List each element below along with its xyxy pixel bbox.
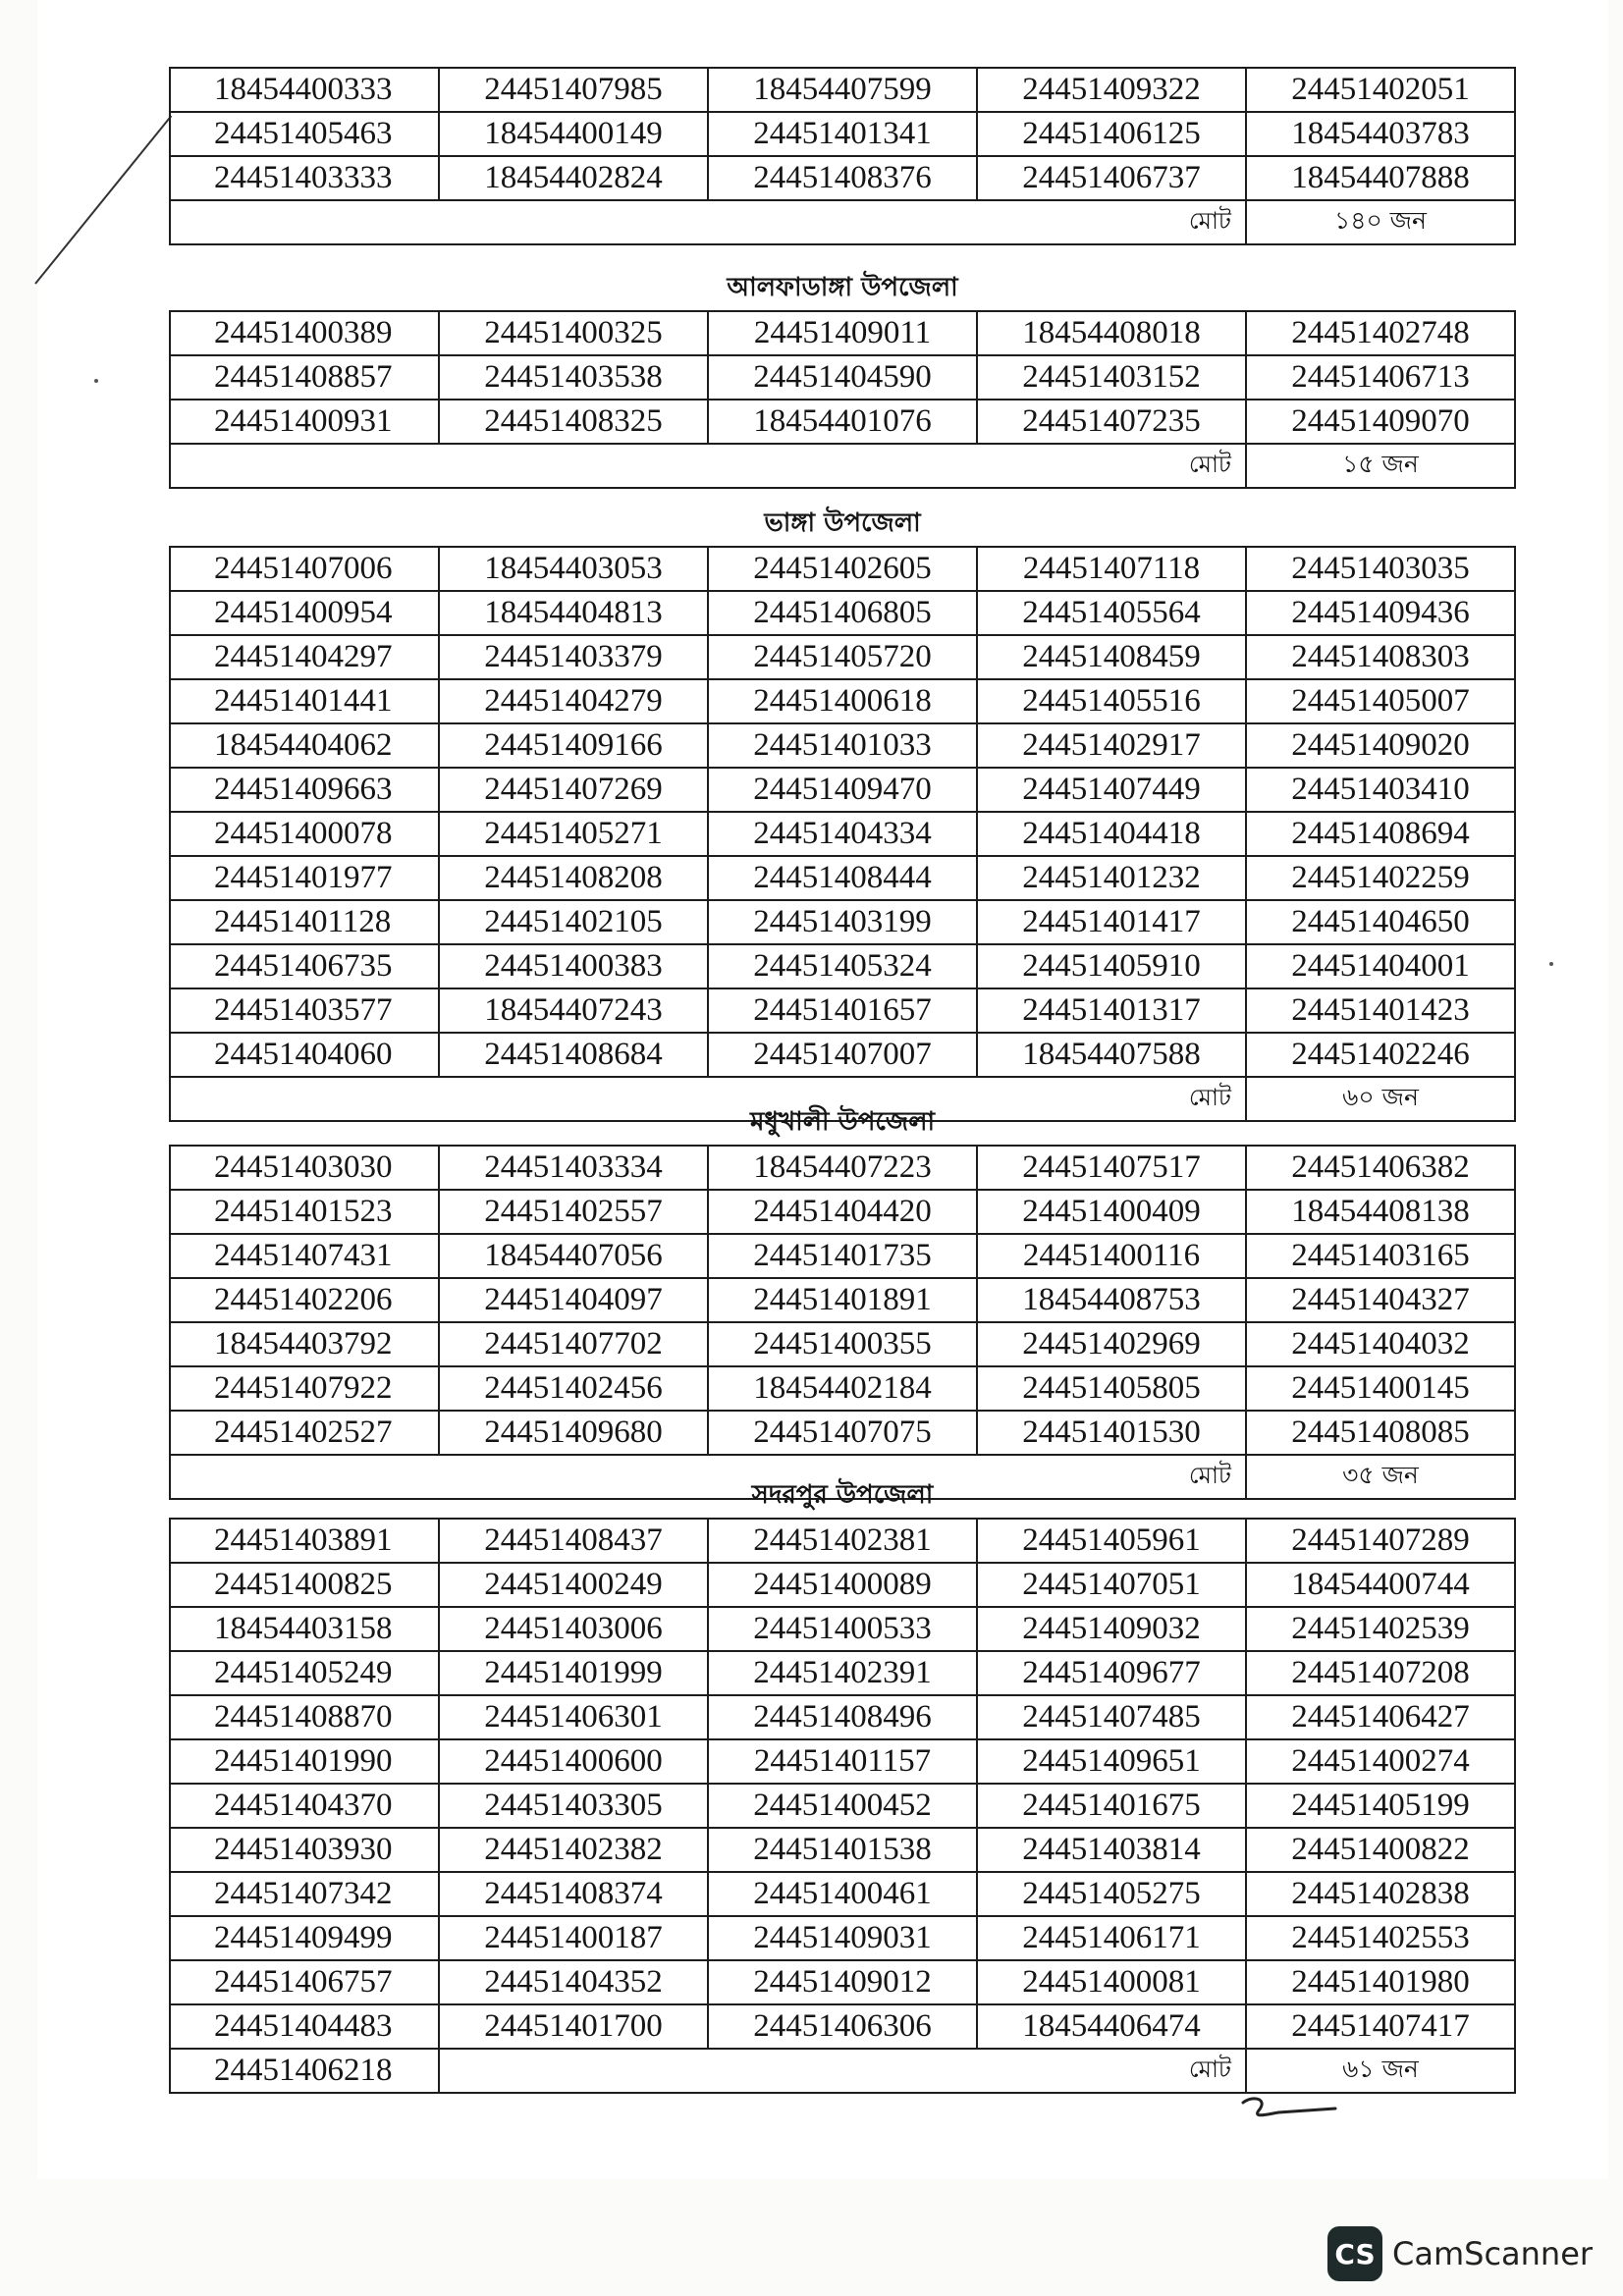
roll-number-cell: 24451408437	[439, 1519, 708, 1563]
roll-number-cell: 24451405249	[170, 1651, 439, 1695]
roll-number-cell: 24451406301	[439, 1695, 708, 1739]
roll-number-cell: 24451401341	[708, 112, 977, 156]
roll-number-cell: 24451404060	[170, 1033, 439, 1077]
table-row	[170, 1960, 1515, 2004]
roll-number-cell: 24451404650	[1246, 900, 1515, 944]
section-title: মধুখালী উপজেলা	[749, 1107, 935, 1137]
total-row	[170, 2049, 1515, 2093]
roll-number-cell: 24451403577	[170, 988, 439, 1033]
roll-number-cell: 24451405805	[977, 1366, 1246, 1411]
table-row	[170, 1695, 1515, 1739]
roll-number-cell: 24451403165	[1246, 1234, 1515, 1278]
roll-number-cell: 24451407702	[439, 1322, 708, 1366]
roll-number-cell: 24451401128	[170, 900, 439, 944]
roll-number-cell: 24451402105	[439, 900, 708, 944]
roll-number-cell: 24451406218	[170, 2049, 439, 2093]
section-bhanga	[169, 501, 1516, 1122]
roll-number-cell: 24451407051	[977, 1563, 1246, 1607]
roll-number-cell: 18454401076	[708, 400, 977, 444]
roll-number-cell: 24451405961	[977, 1519, 1246, 1563]
roll-number-cell: 18454403053	[439, 547, 708, 591]
roll-number-cell: 24451407289	[1246, 1519, 1515, 1563]
roll-number-cell: 24451401417	[977, 900, 1246, 944]
roll-number-cell: 24451402391	[708, 1651, 977, 1695]
roll-number-cell: 24451400533	[708, 1607, 977, 1651]
roll-number-cell: 24451402557	[439, 1190, 708, 1234]
section-title: আলফাডাঙ্গা উপজেলা	[727, 273, 958, 302]
roll-number-cell: 24451408325	[439, 400, 708, 444]
roll-number-cell: 24451403379	[439, 635, 708, 679]
roll-number-cell: 24451400078	[170, 812, 439, 856]
roll-number-cell: 24451407417	[1246, 2004, 1515, 2049]
table-row	[170, 355, 1515, 400]
roll-number-table	[169, 1145, 1516, 1500]
roll-number-cell: 24451403035	[1246, 547, 1515, 591]
roll-number-cell: 18454400744	[1246, 1563, 1515, 1607]
roll-number-cell: 24451402259	[1246, 856, 1515, 900]
roll-number-cell: 24451400825	[170, 1563, 439, 1607]
roll-number-cell: 24451401735	[708, 1234, 977, 1278]
roll-number-cell: 24451401530	[977, 1411, 1246, 1455]
roll-number-cell: 24451403006	[439, 1607, 708, 1651]
roll-number-cell: 24451407006	[170, 547, 439, 591]
table-row	[170, 68, 1515, 112]
roll-number-cell: 24451402539	[1246, 1607, 1515, 1651]
roll-number-cell: 18454408138	[1246, 1190, 1515, 1234]
table-row	[170, 1322, 1515, 1366]
roll-number-table	[169, 1518, 1516, 2094]
roll-number-cell: 24451401538	[708, 1828, 977, 1872]
roll-number-cell: 24451407985	[439, 68, 708, 112]
roll-number-cell: 24451409070	[1246, 400, 1515, 444]
roll-number-cell: 24451402051	[1246, 68, 1515, 112]
roll-number-cell: 24451400355	[708, 1322, 977, 1366]
table-row	[170, 988, 1515, 1033]
roll-number-cell: 24451407922	[170, 1366, 439, 1411]
section-top	[169, 67, 1516, 245]
roll-number-cell: 24451401891	[708, 1278, 977, 1322]
roll-number-cell: 24451409166	[439, 723, 708, 768]
roll-number-cell: 24451404327	[1246, 1278, 1515, 1322]
roll-number-cell: 24451407269	[439, 768, 708, 812]
table-row	[170, 1739, 1515, 1784]
camscanner-label: CamScanner	[1392, 2235, 1594, 2272]
roll-number-cell: 24451400187	[439, 1916, 708, 1960]
roll-number-cell: 18454407056	[439, 1234, 708, 1278]
roll-number-cell: 24451408496	[708, 1695, 977, 1739]
roll-number-cell: 24451400325	[439, 311, 708, 355]
roll-number-cell: 18454402824	[439, 156, 708, 200]
roll-number-cell: 24451406382	[1246, 1146, 1515, 1190]
roll-number-cell: 18454402184	[708, 1366, 977, 1411]
roll-number-cell: 24451408303	[1246, 635, 1515, 679]
roll-number-table	[169, 67, 1516, 245]
roll-number-cell: 24451401657	[708, 988, 977, 1033]
roll-number-cell: 24451404590	[708, 355, 977, 400]
roll-number-cell: 24451402748	[1246, 311, 1515, 355]
total-label: মোট	[170, 1455, 1246, 1499]
table-row	[170, 679, 1515, 723]
table-row	[170, 900, 1515, 944]
roll-number-cell: 24451402246	[1246, 1033, 1515, 1077]
section-madhukhali	[169, 1099, 1516, 1500]
roll-number-cell: 24451408444	[708, 856, 977, 900]
roll-number-cell: 24451405463	[170, 112, 439, 156]
roll-number-cell: 24451401441	[170, 679, 439, 723]
roll-number-cell: 24451408208	[439, 856, 708, 900]
roll-number-cell: 24451407007	[708, 1033, 977, 1077]
roll-number-cell: 24451401317	[977, 988, 1246, 1033]
roll-number-cell: 24451403891	[170, 1519, 439, 1563]
roll-number-cell: 24451400081	[977, 1960, 1246, 2004]
table-row	[170, 723, 1515, 768]
roll-number-cell: 24451400274	[1246, 1739, 1515, 1784]
roll-number-cell: 24451409663	[170, 768, 439, 812]
table-row	[170, 311, 1515, 355]
total-label: মোট	[170, 1077, 1246, 1121]
total-label: মোট	[439, 2049, 1246, 2093]
roll-number-cell: 24451400383	[439, 944, 708, 988]
roll-number-cell: 18454400149	[439, 112, 708, 156]
total-count: ১৫ জন	[1246, 444, 1515, 488]
total-count: ৩৫ জন	[1246, 1455, 1515, 1499]
roll-number-cell: 24451408376	[708, 156, 977, 200]
roll-number-cell: 24451406757	[170, 1960, 439, 2004]
table-row	[170, 635, 1515, 679]
roll-number-cell: 24451406125	[977, 112, 1246, 156]
table-row	[170, 1519, 1515, 1563]
roll-number-cell: 24451404483	[170, 2004, 439, 2049]
roll-number-cell: 24451406713	[1246, 355, 1515, 400]
roll-number-cell: 24451404001	[1246, 944, 1515, 988]
table-row	[170, 400, 1515, 444]
roll-number-cell: 24451401675	[977, 1784, 1246, 1828]
roll-number-cell: 24451407485	[977, 1695, 1246, 1739]
section-sadarpur	[169, 1472, 1516, 2094]
table-row	[170, 547, 1515, 591]
roll-number-cell: 18454403792	[170, 1322, 439, 1366]
roll-number-cell: 24451402969	[977, 1322, 1246, 1366]
roll-number-cell: 24451407118	[977, 547, 1246, 591]
roll-number-cell: 24451402456	[439, 1366, 708, 1411]
roll-number-cell: 24451405910	[977, 944, 1246, 988]
table-row	[170, 1607, 1515, 1651]
total-count: ১৪০ জন	[1246, 200, 1515, 244]
roll-number-cell: 24451400389	[170, 311, 439, 355]
roll-number-cell: 24451407075	[708, 1411, 977, 1455]
roll-number-cell: 24451401423	[1246, 988, 1515, 1033]
table-row	[170, 1563, 1515, 1607]
roll-number-cell: 24451403152	[977, 355, 1246, 400]
roll-number-cell: 24451406427	[1246, 1695, 1515, 1739]
roll-number-cell: 24451407431	[170, 1234, 439, 1278]
roll-number-cell: 24451401990	[170, 1739, 439, 1784]
table-row	[170, 768, 1515, 812]
roll-number-cell: 18454408753	[977, 1278, 1246, 1322]
roll-number-cell: 24451408857	[170, 355, 439, 400]
table-row	[170, 1033, 1515, 1077]
roll-number-cell: 24451402527	[170, 1411, 439, 1455]
camscanner-logo-icon: CS	[1327, 2226, 1382, 2281]
roll-number-cell: 24451409012	[708, 1960, 977, 2004]
roll-number-cell: 24451400089	[708, 1563, 977, 1607]
roll-number-cell: 24451404032	[1246, 1322, 1515, 1366]
table-row	[170, 156, 1515, 200]
roll-number-cell: 24451401232	[977, 856, 1246, 900]
roll-number-cell: 24451407517	[977, 1146, 1246, 1190]
roll-number-cell: 24451405564	[977, 591, 1246, 635]
table-row	[170, 1146, 1515, 1190]
roll-number-cell: 24451403030	[170, 1146, 439, 1190]
roll-number-cell: 24451407342	[170, 1872, 439, 1916]
roll-number-cell: 24451408684	[439, 1033, 708, 1077]
roll-number-cell: 24451409651	[977, 1739, 1246, 1784]
roll-number-cell: 24451409499	[170, 1916, 439, 1960]
roll-number-cell: 24451406737	[977, 156, 1246, 200]
roll-number-cell: 18454407599	[708, 68, 977, 112]
roll-number-cell: 24451407208	[1246, 1651, 1515, 1695]
roll-number-cell: 24451405271	[439, 812, 708, 856]
roll-number-cell: 24451408085	[1246, 1411, 1515, 1455]
roll-number-cell: 24451403538	[439, 355, 708, 400]
roll-number-table	[169, 310, 1516, 489]
roll-number-cell: 24451401157	[708, 1739, 977, 1784]
roll-number-cell: 24451400618	[708, 679, 977, 723]
roll-number-cell: 24451406171	[977, 1916, 1246, 1960]
roll-number-cell: 24451404334	[708, 812, 977, 856]
table-row	[170, 1190, 1515, 1234]
roll-number-cell: 24451404352	[439, 1960, 708, 2004]
roll-number-cell: 24451408694	[1246, 812, 1515, 856]
roll-number-cell: 24451401999	[439, 1651, 708, 1695]
roll-number-cell: 24451400954	[170, 591, 439, 635]
roll-number-cell: 24451404097	[439, 1278, 708, 1322]
roll-number-cell: 24451400452	[708, 1784, 977, 1828]
roll-number-cell: 18454407223	[708, 1146, 977, 1190]
roll-number-cell: 24451400600	[439, 1739, 708, 1784]
roll-number-cell: 24451402381	[708, 1519, 977, 1563]
roll-number-cell: 24451406306	[708, 2004, 977, 2049]
total-row	[170, 200, 1515, 244]
scan-speck	[1549, 962, 1553, 966]
roll-number-cell: 18454403158	[170, 1607, 439, 1651]
roll-number-cell: 24451400822	[1246, 1828, 1515, 1872]
roll-number-cell: 24451405199	[1246, 1784, 1515, 1828]
roll-number-cell: 24451400931	[170, 400, 439, 444]
roll-number-cell: 18454408018	[977, 311, 1246, 355]
roll-number-cell: 24451407449	[977, 768, 1246, 812]
roll-number-cell: 24451400249	[439, 1563, 708, 1607]
roll-number-cell: 24451400461	[708, 1872, 977, 1916]
table-row	[170, 944, 1515, 988]
roll-number-cell: 24451401523	[170, 1190, 439, 1234]
roll-number-cell: 24451402553	[1246, 1916, 1515, 1960]
table-row	[170, 1278, 1515, 1322]
total-row	[170, 444, 1515, 488]
roll-number-cell: 18454407588	[977, 1033, 1246, 1077]
roll-number-cell: 24451405007	[1246, 679, 1515, 723]
roll-number-cell: 18454406474	[977, 2004, 1246, 2049]
roll-number-cell: 24451404418	[977, 812, 1246, 856]
roll-number-cell: 24451404420	[708, 1190, 977, 1234]
roll-number-cell: 24451409032	[977, 1607, 1246, 1651]
section-title: ভাঙ্গা উপজেলা	[764, 508, 921, 538]
table-row	[170, 1234, 1515, 1278]
table-row	[170, 1828, 1515, 1872]
total-count: ৬১ জন	[1246, 2049, 1515, 2093]
roll-number-cell: 24451404370	[170, 1784, 439, 1828]
roll-number-cell: 24451409031	[708, 1916, 977, 1960]
roll-number-cell: 24451403410	[1246, 768, 1515, 812]
roll-number-cell: 24451400116	[977, 1234, 1246, 1278]
roll-number-cell: 24451409322	[977, 68, 1246, 112]
roll-number-cell: 24451401980	[1246, 1960, 1515, 2004]
section-alfadanga	[169, 265, 1516, 489]
roll-number-cell: 24451401977	[170, 856, 439, 900]
roll-number-cell: 24451403334	[439, 1146, 708, 1190]
roll-number-cell: 24451401033	[708, 723, 977, 768]
roll-number-cell: 24451408459	[977, 635, 1246, 679]
roll-number-cell: 18454403783	[1246, 112, 1515, 156]
roll-number-cell: 24451409011	[708, 311, 977, 355]
roll-number-cell: 24451409436	[1246, 591, 1515, 635]
scan-speck	[94, 379, 98, 383]
roll-number-cell: 24451408870	[170, 1695, 439, 1739]
roll-number-cell: 24451406805	[708, 591, 977, 635]
table-row	[170, 1872, 1515, 1916]
total-count: ৬০ জন	[1246, 1077, 1515, 1121]
table-row	[170, 812, 1515, 856]
roll-number-cell: 24451409470	[708, 768, 977, 812]
roll-number-cell: 24451402838	[1246, 1872, 1515, 1916]
table-row	[170, 1411, 1515, 1455]
roll-number-cell: 18454400333	[170, 68, 439, 112]
roll-number-cell: 24451405324	[708, 944, 977, 988]
table-row	[170, 112, 1515, 156]
roll-number-cell: 24451402605	[708, 547, 977, 591]
table-row	[170, 1366, 1515, 1411]
roll-number-cell: 24451409680	[439, 1411, 708, 1455]
roll-number-cell: 24451403814	[977, 1828, 1246, 1872]
roll-number-cell: 24451403305	[439, 1784, 708, 1828]
roll-number-cell: 24451404297	[170, 635, 439, 679]
roll-number-cell: 18454404062	[170, 723, 439, 768]
roll-number-cell: 24451400145	[1246, 1366, 1515, 1411]
camscanner-watermark	[1327, 2226, 1593, 2281]
roll-number-cell: 24451409020	[1246, 723, 1515, 768]
table-row	[170, 856, 1515, 900]
roll-number-cell: 24451403199	[708, 900, 977, 944]
table-row	[170, 591, 1515, 635]
roll-number-cell: 18454404813	[439, 591, 708, 635]
roll-number-cell: 24451405720	[708, 635, 977, 679]
roll-number-cell: 24451400409	[977, 1190, 1246, 1234]
total-label: মোট	[170, 444, 1246, 488]
roll-number-cell: 24451402917	[977, 723, 1246, 768]
roll-number-cell: 24451403333	[170, 156, 439, 200]
roll-number-table	[169, 546, 1516, 1122]
roll-number-cell: 24451409677	[977, 1651, 1246, 1695]
roll-number-cell: 24451408374	[439, 1872, 708, 1916]
roll-number-cell: 18454407243	[439, 988, 708, 1033]
table-row	[170, 1651, 1515, 1695]
table-row	[170, 1784, 1515, 1828]
total-label: মোট	[170, 200, 1246, 244]
roll-number-cell: 24451405275	[977, 1872, 1246, 1916]
table-row	[170, 1916, 1515, 1960]
roll-number-cell: 18454407888	[1246, 156, 1515, 200]
signature-initial	[1239, 2091, 1337, 2130]
roll-number-cell: 24451404279	[439, 679, 708, 723]
roll-number-cell: 24451406735	[170, 944, 439, 988]
roll-number-cell: 24451401700	[439, 2004, 708, 2049]
section-title: সদরপুর উপজেলা	[751, 1480, 934, 1510]
table-row	[170, 2004, 1515, 2049]
roll-number-cell: 24451402382	[439, 1828, 708, 1872]
roll-number-cell: 24451405516	[977, 679, 1246, 723]
roll-number-cell: 24451403930	[170, 1828, 439, 1872]
roll-number-cell: 24451407235	[977, 400, 1246, 444]
roll-number-cell: 24451402206	[170, 1278, 439, 1322]
